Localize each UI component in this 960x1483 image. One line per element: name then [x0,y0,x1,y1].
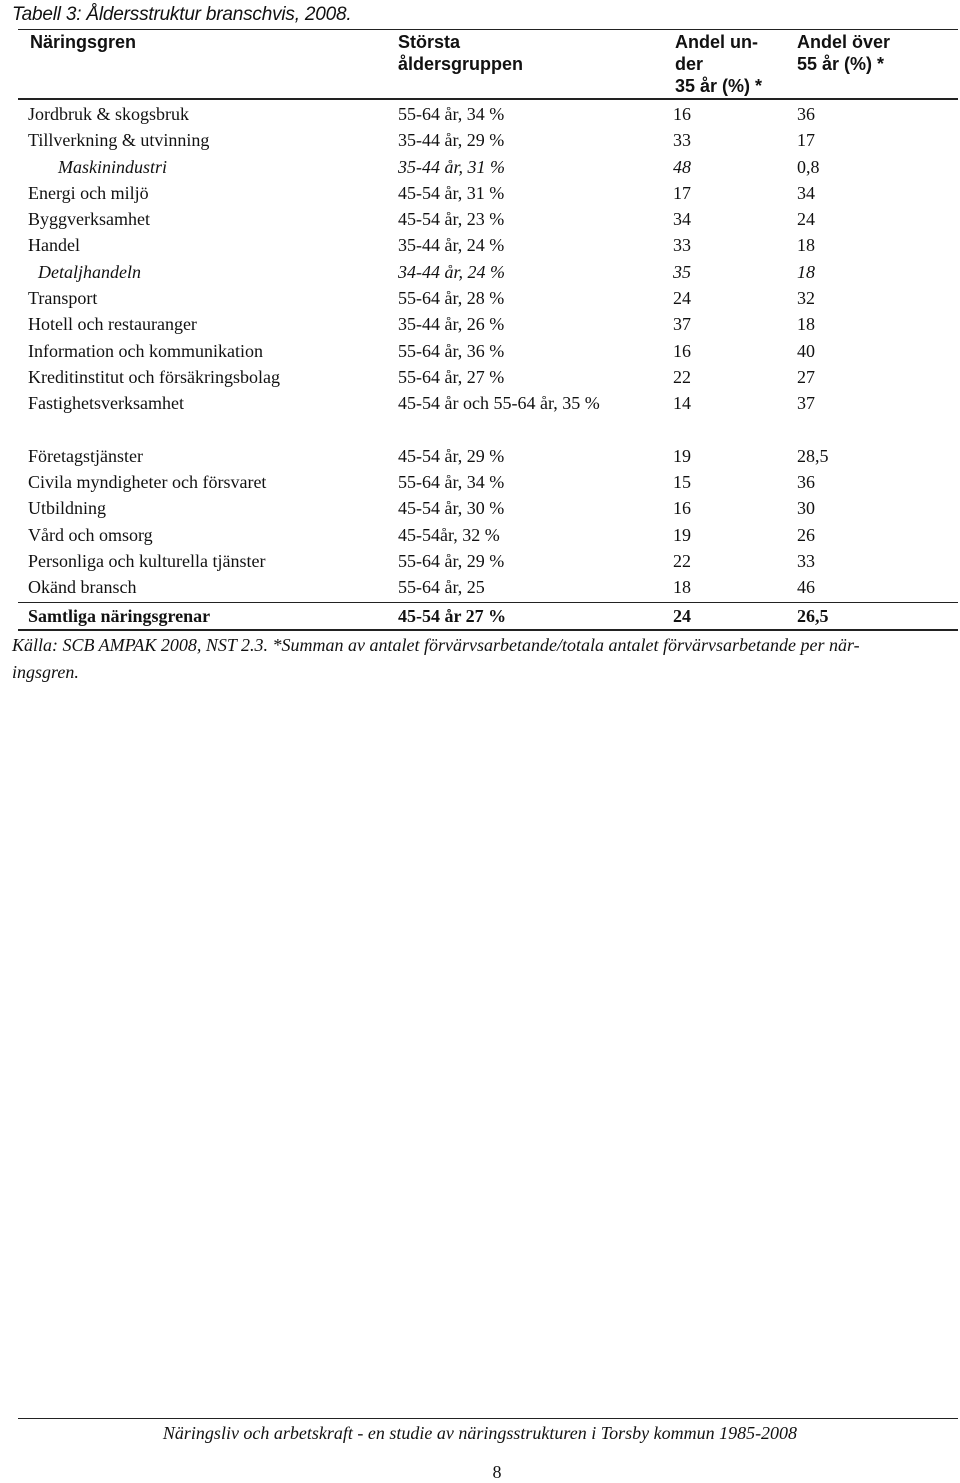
cell-under35: 19 [673,524,691,545]
total-group: 45-54 år 27 % [398,606,507,626]
cell-over55: 34 [797,182,815,203]
header-sector: Näringsgren [30,32,137,52]
table-row [18,259,958,285]
table-header [18,31,958,99]
total-under35: 24 [673,606,691,626]
table-row [18,311,958,337]
table-row [18,548,958,574]
cell-group: 55-64 år, 28 % [398,288,505,309]
cell-under35: 34 [673,209,691,230]
table-caption: Tabell 3: Åldersstruktur branschvis, 2008. [12,4,352,25]
cell-sector: Maskinindustri [58,156,168,177]
table-row [18,443,958,469]
cell-sector: Vård och omsorg [28,524,153,545]
table-row [18,522,958,548]
cell-over55: 46 [797,577,815,598]
cell-group: 55-64 år, 34 % [398,472,505,493]
cell-sector: Personliga och kulturella tjänster [28,551,266,572]
header-over55-line2: 55 år (%) * [797,54,885,74]
header-largest-group-line2: åldersgruppen [398,54,524,74]
total-divider-bottom [18,629,958,631]
cell-under35: 18 [673,577,691,598]
cell-under35: 16 [673,498,691,519]
cell-under35: 16 [673,104,691,124]
cell-sector: Information och kommunikation [28,340,263,361]
total-sector: Samtliga näringsgrenar [28,606,211,626]
cell-sector: Handel [28,235,80,256]
table-row [18,338,958,364]
table-row [18,469,958,495]
cell-over55: 28,5 [797,445,829,466]
cell-over55: 32 [797,288,815,309]
total-over55: 26,5 [797,606,829,626]
table-row [18,495,958,521]
cell-sector: Utbildning [28,498,107,519]
footer-divider [18,1418,958,1419]
cell-under35: 17 [673,182,691,203]
cell-under35: 35 [673,261,691,282]
table-total [18,603,958,629]
cell-under35: 48 [673,156,691,177]
cell-sector: Fastighetsverksamhet [28,393,184,414]
page-number: 8 [492,1462,502,1482]
cell-over55: 0,8 [797,156,820,177]
footer-title: Näringsliv och arbetskraft - en studie av näringsstrukturen i Torsby kommun 1985-2008 [162,1423,798,1443]
cell-over55: 18 [797,261,815,282]
cell-sector: Byggverksamhet [28,209,150,230]
source-note [12,632,942,686]
cell-group: 55-64 år, 36 % [398,340,505,361]
cell-group: 45-54år, 32 % [398,524,500,545]
cell-group: 45-54 år, 31 % [398,182,505,203]
cell-group: 45-54 år och 55-64 år, 35 % [398,393,600,414]
cell-sector: Energi och miljö [28,182,149,203]
table-row [18,390,958,443]
header-divider [18,98,958,100]
cell-under35: 15 [673,472,691,493]
cell-sector: Jordbruk & skogsbruk [28,104,189,124]
cell-group: 45-54 år, 30 % [398,498,505,519]
table-row [18,574,958,600]
cell-sector: Tillverkning & utvinning [28,130,210,151]
cell-sector: Transport [28,288,98,309]
table-row [18,232,958,258]
cell-over55: 36 [797,472,815,493]
table-row [18,206,958,232]
cell-group: 55-64 år, 25 [398,577,485,598]
cell-over55: 37 [797,393,815,414]
table-row [18,285,958,311]
cell-group: 45-54 år, 23 % [398,209,505,230]
source-note-line1: Källa: SCB AMPAK 2008, NST 2.3. *Summan av antalet förvärvsarbetande/totala antalet förvärvsarbetande per när- [12,635,860,655]
table-row [18,127,958,153]
cell-over55: 27 [797,366,815,387]
cell-under35: 33 [673,235,691,256]
cell-under35: 16 [673,340,691,361]
cell-over55: 30 [797,498,815,519]
table-row [18,180,958,206]
cell-under35: 37 [673,314,691,335]
cell-group: 35-44 år, 31 % [398,156,505,177]
total-row [18,603,958,629]
cell-group: 55-64 år, 34 % [398,104,505,124]
cell-sector: Företagstjänster [28,445,143,466]
cell-over55: 40 [797,340,815,361]
cell-group: 55-64 år, 29 % [398,551,505,572]
header-under35 [675,31,762,97]
cell-sector: Detaljhandeln [38,261,141,282]
table-row [18,101,958,127]
cell-under35: 22 [673,551,691,572]
cell-group: 35-44 år, 29 % [398,130,505,151]
cell-over55: 36 [797,104,815,124]
header-under35-line2: der [675,54,704,74]
source-note-line2: ingsgren. [12,662,79,682]
cell-group: 34-44 år, 24 % [398,261,505,282]
cell-over55: 33 [797,551,815,572]
header-under35-line1: Andel un- [675,32,758,52]
cell-under35: 22 [673,366,691,387]
table-row [18,364,958,390]
header-largest-group-line1: Största [398,32,461,52]
cell-sector: Hotell och restauranger [28,314,197,335]
cell-group: 35-44 år, 24 % [398,235,505,256]
cell-under35: 24 [673,288,691,309]
cell-under35: 14 [673,393,691,414]
cell-under35: 33 [673,130,691,151]
cell-under35: 19 [673,445,691,466]
table-row [18,154,958,180]
table-body [18,101,958,601]
cell-over55: 17 [797,130,815,151]
caption-divider [18,29,958,30]
cell-group: 45-54 år, 29 % [398,445,505,466]
cell-over55: 24 [797,209,815,230]
header-under35-line3: 35 år (%) * [675,76,763,96]
cell-group: 35-44 år, 26 % [398,314,505,335]
cell-over55: 26 [797,524,815,545]
cell-over55: 18 [797,235,815,256]
header-over55-line1: Andel över [797,32,891,52]
cell-over55: 18 [797,314,815,335]
header-over55 [797,31,890,75]
cell-sector: Okänd bransch [28,577,137,598]
cell-sector: Civila myndigheter och försvaret [28,472,267,493]
header-largest-group [398,31,523,75]
cell-sector: Kreditinstitut och försäkringsbolag [28,366,280,387]
cell-group: 55-64 år, 27 % [398,366,505,387]
